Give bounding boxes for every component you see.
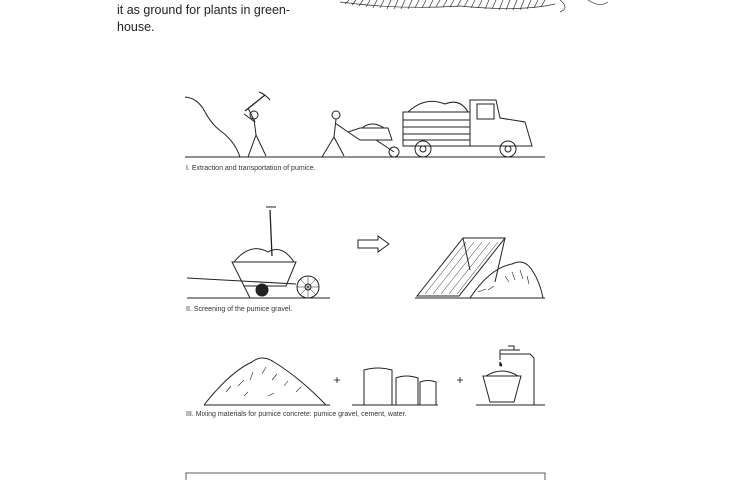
hillside [185,97,240,157]
plus-sign-2: + [456,373,464,387]
bottom-frame-box [186,473,545,480]
intro-line-2: house. [117,20,155,34]
gravel-pile [204,358,326,405]
cement-bags [364,368,436,405]
top-sketch-fragment [340,0,608,12]
intro-line-1: it as ground for plants in green- [117,3,291,17]
dump-truck [403,100,532,157]
plus-sign-1: + [333,373,341,387]
step-3-illustration [204,346,545,405]
step-1-caption: I. Extraction and transportation of pumice. [186,165,316,172]
worker-with-pickaxe [244,92,270,157]
step-3-caption: III. Mixing materials for pumice concrete: pumice gravel, cement, water. [186,411,407,418]
water-tap-and-bucket [483,346,534,405]
step-2-illustration [187,207,545,298]
worker-with-wheelbarrow [322,111,399,157]
wheelbarrow-with-shovel [187,207,319,298]
process-arrow [358,236,389,252]
step-1-illustration [185,92,545,157]
screened-gravel-pile [470,262,543,298]
gravel-screen [417,238,543,298]
step-2-caption: II. Screening of the pumice gravel. [186,306,293,313]
